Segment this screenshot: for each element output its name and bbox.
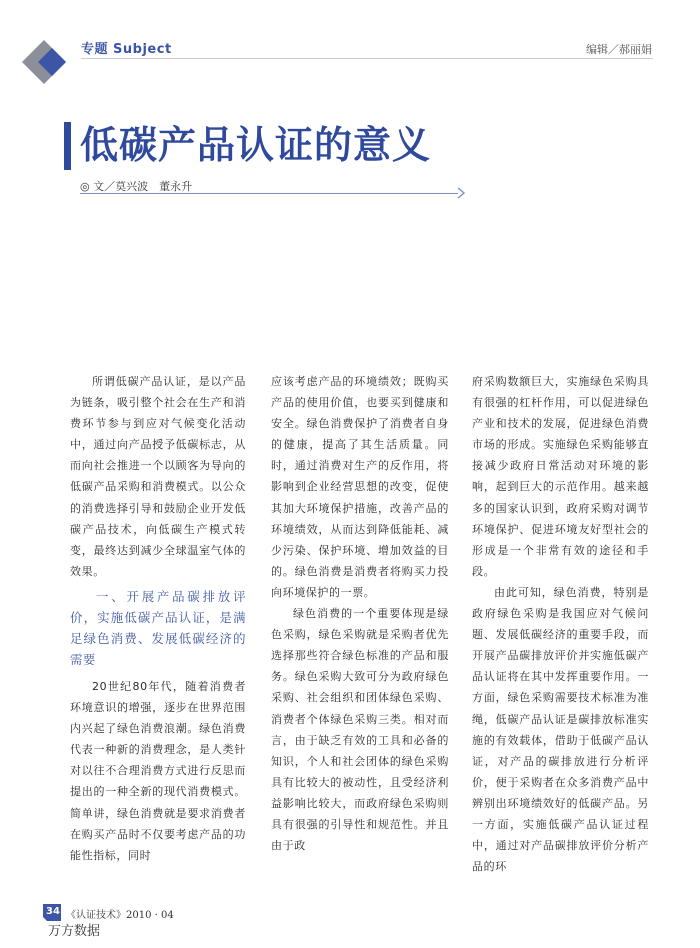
section-heading: 一、开展产品碳排放评价，实施低碳产品认证，是满足绿色消费、发展低碳经济的需要: [70, 588, 246, 667]
paragraph: 府采购数额巨大，实施绿色采购具有很强的杠杆作用，可以促进绿色产业和技术的发展，促进绿色消费市场的形成。实施绿色采购能够直接减少政府日常活动对环境的影响，起到巨大的示范作用。越来越多的国家认识到，政府采购对调节环境保护、促进环境友好型社会的形成是一个非常有效的途径和手段。: [472, 375, 649, 578]
paragraph: 应该考虑产品的环境绩效；既购买产品的使用价值，也要买到健康和安全。绿色消费保护了消费者自身的健康，提高了其生活质量。同时，通过消费对生产的反作用，将影响到企业经营思想的改变，促使其加大环境保护措施，改善产品的环境绩效，从而达到降低能耗、减少污染、保护环境、增加效益的目的。绿色消费是消费者将购买力投向环境保护的一票。: [271, 375, 449, 599]
article-title: 低碳产品认证的意义: [80, 123, 432, 167]
page-number: 34: [46, 906, 60, 917]
title-divider: [80, 193, 458, 194]
chevron-right-icon: [456, 187, 466, 199]
paragraph: 由此可知，绿色消费，特别是政府绿色采购是我国应对气候问题、发展低碳经济的重要手段，而开展产品碳排放评价并实施低碳产品认证将在其中发挥重要作用。一方面，绿色采购需要技术标准为准绳，低碳产品认证是碳排放标准实施的有效载体，借助于低碳产品认证，对产品的碳排放进行分析评价，便于采购者在众多消费产品中辨别出环境绩效好的低碳产品。另一方面，实施低碳产品认证过程中，通过对产品碳排放评价分析产品的环: [472, 585, 649, 874]
section-label-cn: 专题: [81, 42, 109, 57]
body-column-1: [70, 371, 246, 866]
body-column-2: [271, 371, 449, 856]
journal-issue: 《认证技术》2010 · 04: [66, 910, 174, 921]
paragraph: 绿色消费的一个重要体现是绿色采购，绿色采购就是采购者优先选择那些符合绿色标准的产品和服务。绿色采购大致可分为政府绿色采购、社会组织和团体绿色采购、消费者个体绿色采购三类。相对而言，由于缺乏有效的工具和必备的知识，个人和社会团体的绿色采购具有比较大的被动性，且受经济利益影响比较大，而政府绿色采购则具有很强的引导性和规范性。并且由于政: [271, 607, 449, 853]
section-diamond-icon: [22, 40, 66, 84]
body-column-3: [472, 371, 649, 877]
section-label-en: Subject: [113, 42, 172, 57]
watermark: 万方数据: [48, 924, 101, 939]
paragraph: 20世纪80年代，随着消费者环境意识的增强，逐步在世界范围内兴起了绿色消费浪潮。绿色消费代表一种新的消费理念，是人类针对以往不合理消费方式进行反思而提出的一种全新的现代消费模式。简单讲，绿色消费就是要求消费者在购买产品时不仅要考虑产品的功能性指标，同时: [70, 679, 246, 862]
title-accent-bar: [64, 122, 71, 170]
article-author: ◎ 文／莫兴波 董永升: [80, 180, 193, 193]
section-label: [81, 38, 172, 57]
editor-credit: 编辑／郝丽娟: [586, 43, 652, 56]
header-divider: [81, 58, 653, 59]
paragraph: 所谓低碳产品认证，是以产品为链条，吸引整个社会在生产和消费环节参与到应对气候变化活动中，通过向产品授予低碳标志，从而向社会推进一个以顾客为导向的低碳产品采购和消费模式。以公众的消费选择引导和鼓励企业开发低碳产品技术，向低碳生产模式转变，最终达到减少全球温室气体的效果。: [70, 375, 246, 578]
